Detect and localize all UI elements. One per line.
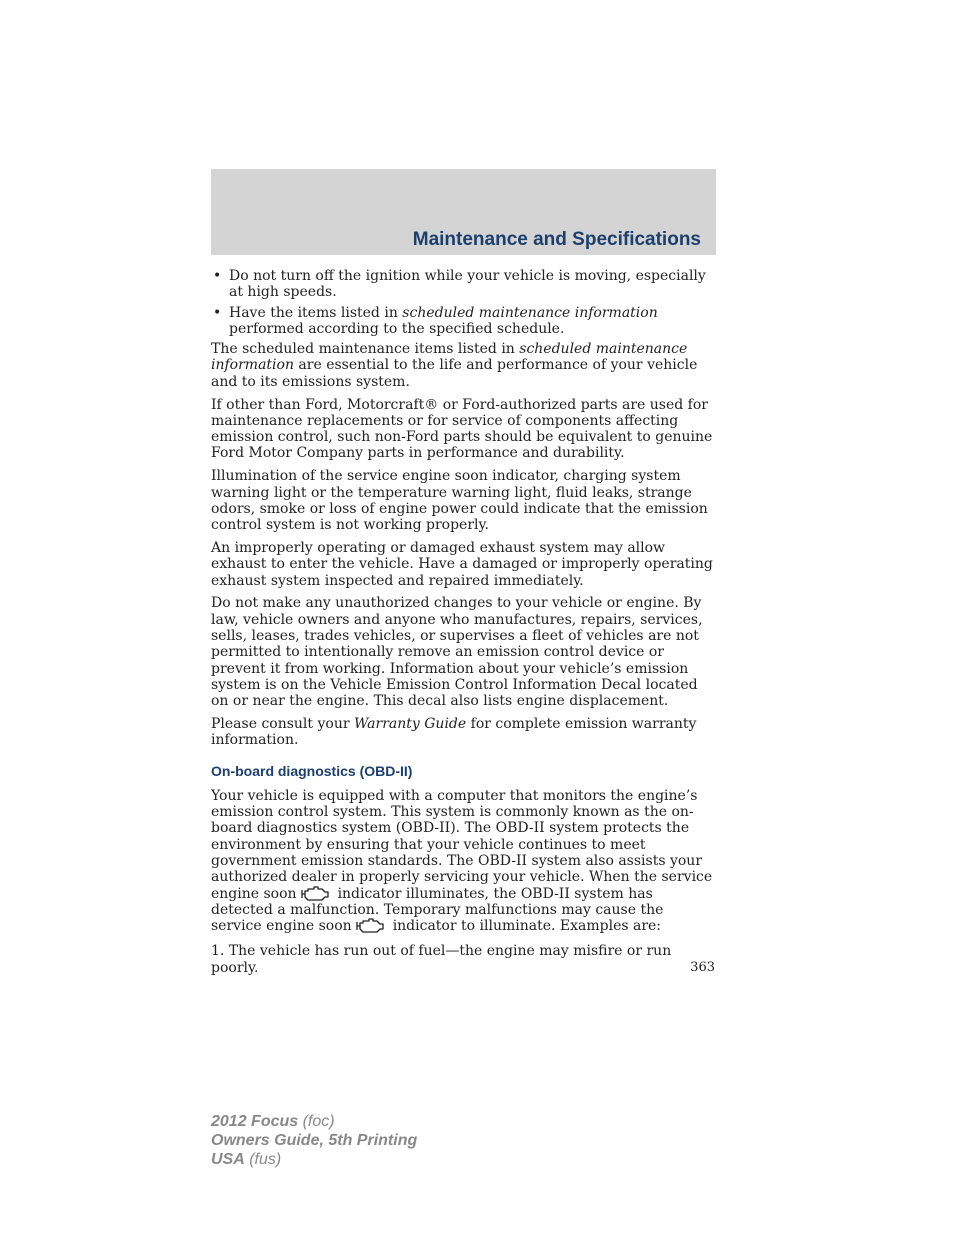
bullet-dot: • bbox=[213, 268, 222, 284]
list-item: 1. The vehicle has run out of fuel—the engine may misfire or run poorly. bbox=[211, 943, 672, 976]
text-span: indicator to illuminate. Examples are: bbox=[392, 918, 662, 935]
emphasis-span: scheduled maintenance information bbox=[211, 341, 688, 374]
bullet-text-emphasis: scheduled maintenance information bbox=[402, 304, 658, 321]
bullet-text: Do not turn off the ignition while your vehicle is moving, especially at high speeds. bbox=[229, 268, 706, 301]
header-band bbox=[211, 169, 716, 255]
check-engine-icon bbox=[355, 918, 385, 934]
footer-market: USA bbox=[211, 1151, 245, 1168]
text-span: indicator illuminates, the OBD-II system has detected a malfunction. Temporary malfunctions may cause the service engine soon bbox=[211, 885, 664, 935]
bullet-text-post: performed according to the specified schedule. bbox=[229, 320, 565, 337]
paragraph-obd bbox=[211, 788, 716, 935]
paragraph-illumination: Illumination of the service engine soon indicator, charging system warning light or the temperature warning light, fluid leaks, strange odors, smoke or loss of engine power could indicate that the emission control system is not working properly. bbox=[211, 468, 708, 534]
footer-line-model bbox=[211, 1112, 417, 1131]
footer-model-code: (foc) bbox=[298, 1113, 335, 1130]
emphasis-span: Warranty Guide bbox=[354, 715, 467, 732]
footer-market-code: (fus) bbox=[244, 1151, 282, 1168]
footer bbox=[211, 1112, 417, 1169]
text-span: for complete emission warranty information. bbox=[211, 715, 697, 749]
paragraph-warranty bbox=[211, 716, 716, 749]
text-span: Please consult your bbox=[211, 715, 354, 732]
text-span: Your vehicle is equipped with a computer that monitors the engine’s emission control system. This system is commonly known as the on-board diagnostics system (OBD-II). The OBD-II system protects the environment by ensuring that your vehicle continues to meet government emission standards. The OBD-II system also assists your authorized dealer in properly servicing your vehicle. When the service engine soon bbox=[211, 787, 713, 902]
bullet-item bbox=[211, 268, 716, 301]
paragraph-parts: If other than Ford, Motorcraft® or Ford-authorized parts are used for maintenance replacements or for service of components affecting emission control, such non-Ford parts should be equivalent to genuine Ford Motor Company parts in performance and durability. bbox=[211, 396, 713, 462]
bullet-text-pre: Have the items listed in bbox=[229, 304, 403, 321]
check-engine-icon bbox=[300, 886, 330, 902]
page-content bbox=[211, 268, 716, 976]
paragraph-unauthorized-changes: Do not make any unauthorized changes to your vehicle or engine. By law, vehicle owners and anyone who manufactures, repairs, services, sells, leases, trades vehicles, or supervises a fleet of vehicles are not permitted to intentionally remove an emission control device or prevent it from working. Information about your vehicle’s emission system is on the Vehicle Emission Control Information Decal located on or near the engine. This decal also lists engine displacement. bbox=[211, 595, 703, 710]
footer-model: 2012 Focus bbox=[211, 1113, 299, 1130]
paragraph-scheduled-maintenance bbox=[211, 341, 716, 390]
section-heading: On-board diagnostics (OBD-II) bbox=[211, 762, 413, 779]
page-title: Maintenance and Specifications bbox=[412, 229, 701, 250]
page-number: 363 bbox=[690, 960, 715, 975]
paragraph-exhaust: An improperly operating or damaged exhaust system may allow exhaust to enter the vehicle. Have a damaged or improperly operating exhaust system inspected and repaired immediately. bbox=[211, 539, 713, 589]
bullet-item bbox=[211, 305, 716, 338]
bullet-dot: • bbox=[213, 304, 222, 321]
footer-line-market bbox=[211, 1150, 417, 1169]
footer-line-printing: Owners Guide, 5th Printing bbox=[211, 1132, 418, 1149]
text-span: are essential to the life and performance of your vehicle and to its emissions system. bbox=[211, 357, 698, 390]
text-span: The scheduled maintenance items listed in bbox=[211, 341, 520, 358]
